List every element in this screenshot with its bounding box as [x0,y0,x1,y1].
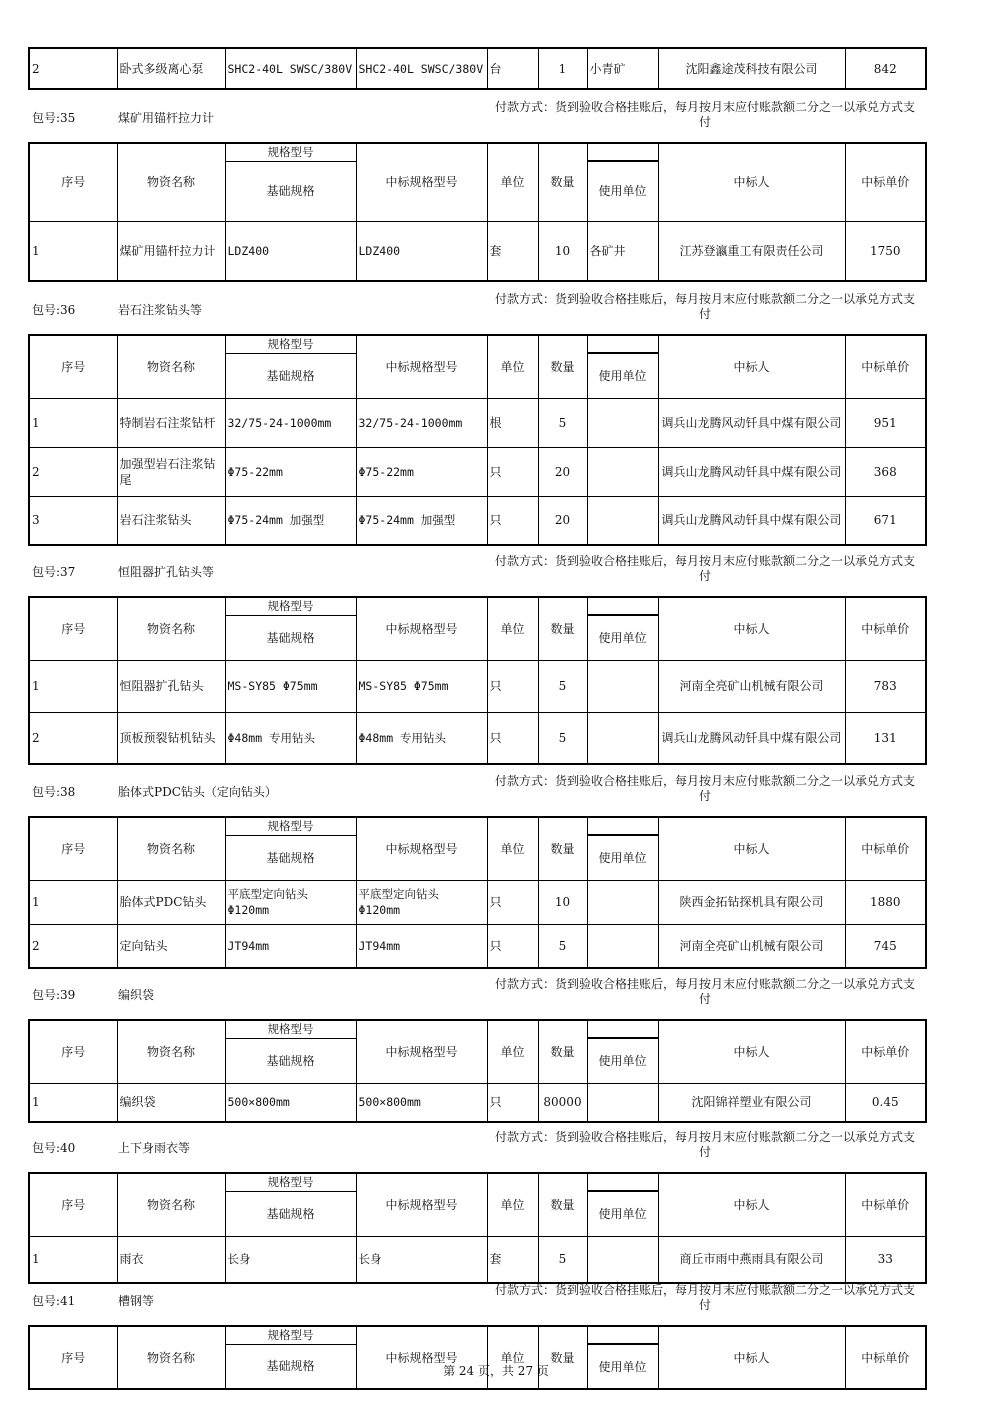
header-winner: 中标人 [658,1326,845,1389]
cell-base-spec: JT94mm [225,924,356,968]
header-row [29,597,926,615]
cell-bid-spec: Φ75-22mm [356,447,487,496]
header-user-unit: 使用单位 [587,353,658,398]
cell-user-unit [587,496,658,545]
header-spec-group: 规格型号 [225,597,356,615]
cell-winner: 调兵山龙腾风动钎具中煤有限公司 [658,447,845,496]
cell-price: 745 [845,924,926,968]
header-unit: 单位 [487,597,538,660]
header-bid-spec: 中标规格型号 [356,335,487,398]
cell-qty: 5 [538,712,587,764]
header-winner: 中标人 [658,597,845,660]
cell-winner: 调兵山龙腾风动钎具中煤有限公司 [658,712,845,764]
cell-seq: 1 [29,221,117,281]
cell-bid-spec: MS-SY85 Φ75mm [356,660,487,712]
header-user-unit: 使用单位 [587,1191,658,1236]
header-winner: 中标人 [658,1173,845,1236]
cell-qty: 1 [538,48,587,89]
cell-name: 卧式多级离心泵 [117,48,225,89]
cell-name: 岩石注浆钻头 [117,496,225,545]
cell-unit: 台 [487,48,538,89]
header-price: 中标单价 [845,817,926,880]
header-seq: 序号 [29,335,117,398]
cell-base-spec: Φ75-22mm [225,447,356,496]
cell-unit: 只 [487,880,538,924]
header-user-unit: 使用单位 [587,615,658,660]
cell-price: 131 [845,712,926,764]
header-price: 中标单价 [845,1326,926,1389]
table-row [29,496,926,545]
header-qty: 数量 [538,817,587,880]
header-qty: 数量 [538,1173,587,1236]
cell-seq: 1 [29,880,117,924]
header-row [29,1173,926,1191]
header-name: 物资名称 [117,1173,225,1236]
table-row [29,1083,926,1122]
cell-base-spec: Φ48mm 专用钻头 [225,712,356,764]
package-number: 包号:40 [32,1141,76,1155]
cell-seq: 2 [29,447,117,496]
header-row [29,335,926,353]
header-winner: 中标人 [658,143,845,221]
cell-base-spec: 500×800mm [225,1083,356,1122]
header-spec-group: 规格型号 [225,1020,356,1038]
cell-qty: 5 [538,924,587,968]
top-continuation-table [28,47,927,90]
header-name: 物资名称 [117,143,225,221]
header-price: 中标单价 [845,143,926,221]
cell-price: 0.45 [845,1083,926,1122]
package-name: 恒阻器扩孔钻头等 [118,565,215,579]
cell-bid-spec: 长身 [356,1236,487,1283]
payment-terms: 付款方式：货到验收合格挂账后，每月按月末应付账款额二分之一以承兑方式支付 [494,774,915,803]
cell-name: 煤矿用锚杆拉力计 [117,221,225,281]
package-number: 包号:38 [32,785,76,799]
package-name: 编织袋 [118,988,155,1002]
cell-user-unit [587,660,658,712]
header-unit: 单位 [487,1020,538,1083]
cell-unit: 套 [487,1236,538,1283]
header-seq: 序号 [29,597,117,660]
package-number: 包号:41 [32,1294,76,1308]
cell-price: 1880 [845,880,926,924]
header-spec-group: 规格型号 [225,335,356,353]
header-row [29,1326,926,1344]
cell-unit: 根 [487,398,538,447]
cell-qty: 10 [538,880,587,924]
header-base-spec: 基础规格 [225,161,356,221]
package-number: 包号:36 [32,303,76,317]
cell-price: 951 [845,398,926,447]
package-number: 包号:39 [32,988,76,1002]
package-name: 槽钢等 [118,1294,155,1308]
header-blank [587,597,658,615]
cell-qty: 5 [538,1236,587,1283]
package-table [28,1019,927,1123]
cell-base-spec: 32/75-24-1000mm [225,398,356,447]
cell-winner: 河南全亮矿山机械有限公司 [658,924,845,968]
header-name: 物资名称 [117,1326,225,1389]
header-blank [587,335,658,353]
header-spec-group: 规格型号 [225,817,356,835]
cell-winner: 商丘市雨中燕雨具有限公司 [658,1236,845,1283]
cell-winner: 调兵山龙腾风动钎具中煤有限公司 [658,496,845,545]
cell-bid-spec: JT94mm [356,924,487,968]
cell-winner: 沈阳锦祥塑业有限公司 [658,1083,845,1122]
header-name: 物资名称 [117,1020,225,1083]
header-bid-spec: 中标规格型号 [356,1326,487,1389]
header-name: 物资名称 [117,597,225,660]
cell-price: 783 [845,660,926,712]
table-row [29,880,926,924]
package-name: 上下身雨衣等 [118,1141,191,1155]
cell-winner: 河南全亮矿山机械有限公司 [658,660,845,712]
cell-qty: 5 [538,660,587,712]
table-row [29,660,926,712]
package-name: 岩石注浆钻头等 [118,303,203,317]
header-name: 物资名称 [117,817,225,880]
table-row [29,924,926,968]
cell-name: 恒阻器扩孔钻头 [117,660,225,712]
header-price: 中标单价 [845,1020,926,1083]
cell-winner: 江苏登瀛重工有限责任公司 [658,221,845,281]
header-seq: 序号 [29,1020,117,1083]
cell-seq: 2 [29,712,117,764]
cell-name: 顶板预裂钻机钻头 [117,712,225,764]
cell-unit: 只 [487,660,538,712]
header-spec-group: 规格型号 [225,1326,356,1344]
header-unit: 单位 [487,335,538,398]
header-blank [587,1326,658,1344]
cell-winner: 沈阳鑫途茂科技有限公司 [658,48,845,89]
payment-terms: 付款方式：货到验收合格挂账后，每月按月末应付账款额二分之一以承兑方式支付 [494,977,915,1006]
table-row [29,398,926,447]
table-row [29,1236,926,1283]
cell-base-spec: 平底型定向钻头 Φ120mm [225,880,356,924]
payment-terms: 付款方式：货到验收合格挂账后，每月按月末应付账款额二分之一以承兑方式支付 [494,292,915,321]
cell-seq: 2 [29,48,117,89]
payment-terms: 付款方式：货到验收合格挂账后，每月按月末应付账款额二分之一以承兑方式支付 [494,1130,915,1159]
cell-name: 雨衣 [117,1236,225,1283]
package-table [28,816,927,969]
header-row [29,1020,926,1038]
header-blank [587,1020,658,1038]
header-user-unit: 使用单位 [587,1038,658,1083]
package-table [28,596,927,765]
header-name: 物资名称 [117,335,225,398]
package-table [28,1172,927,1284]
header-user-unit: 使用单位 [587,1344,658,1389]
cell-name: 特制岩石注浆钻杆 [117,398,225,447]
cell-user-unit [587,924,658,968]
cell-user-unit [587,712,658,764]
header-bid-spec: 中标规格型号 [356,1173,487,1236]
cell-name: 编织袋 [117,1083,225,1122]
header-price: 中标单价 [845,597,926,660]
table-row [29,48,926,89]
page-footer: 第 24 页，共 27 页 [443,1364,549,1378]
header-bid-spec: 中标规格型号 [356,143,487,221]
cell-unit: 只 [487,924,538,968]
package-table [28,1325,927,1390]
header-qty: 数量 [538,143,587,221]
cell-base-spec: 长身 [225,1236,356,1283]
cell-seq: 1 [29,398,117,447]
header-user-unit: 使用单位 [587,835,658,880]
cell-seq: 1 [29,1083,117,1122]
cell-unit: 只 [487,496,538,545]
cell-bid-spec: Φ48mm 专用钻头 [356,712,487,764]
header-blank [587,1173,658,1191]
header-base-spec: 基础规格 [225,1344,356,1389]
cell-bid-spec: 平底型定向钻头 Φ120mm [356,880,487,924]
package-table [28,334,927,546]
header-unit: 单位 [487,1326,538,1389]
cell-qty: 80000 [538,1083,587,1122]
cell-winner: 陕西金拓钻探机具有限公司 [658,880,845,924]
cell-winner: 调兵山龙腾风动钎具中煤有限公司 [658,398,845,447]
cell-user-unit: 小青矿 [587,48,658,89]
header-price: 中标单价 [845,335,926,398]
header-qty: 数量 [538,597,587,660]
cell-user-unit [587,1236,658,1283]
header-bid-spec: 中标规格型号 [356,817,487,880]
header-bid-spec: 中标规格型号 [356,597,487,660]
header-unit: 单位 [487,1173,538,1236]
header-spec-group: 规格型号 [225,143,356,161]
header-qty: 数量 [538,1020,587,1083]
header-base-spec: 基础规格 [225,1038,356,1083]
cell-user-unit [587,880,658,924]
cell-unit: 只 [487,1083,538,1122]
header-blank [587,143,658,161]
cell-price: 1750 [845,221,926,281]
package-table [28,142,927,282]
cell-base-spec: SHC2-40L SWSC/380V [225,48,356,89]
cell-unit: 套 [487,221,538,281]
header-bid-spec: 中标规格型号 [356,1020,487,1083]
header-blank [587,817,658,835]
cell-price: 842 [845,48,926,89]
package-name: 煤矿用锚杆拉力计 [118,111,215,125]
cell-seq: 1 [29,1236,117,1283]
header-base-spec: 基础规格 [225,1191,356,1236]
cell-unit: 只 [487,712,538,764]
cell-bid-spec: SHC2-40L SWSC/380V [356,48,487,89]
cell-user-unit: 各矿井 [587,221,658,281]
payment-terms: 付款方式：货到验收合格挂账后，每月按月末应付账款额二分之一以承兑方式支付 [494,554,915,583]
header-unit: 单位 [487,143,538,221]
package-number: 包号:35 [32,111,76,125]
cell-seq: 2 [29,924,117,968]
header-unit: 单位 [487,817,538,880]
header-seq: 序号 [29,1173,117,1236]
package-name: 胎体式PDC钻头（定向钻头） [118,785,277,799]
header-qty: 数量 [538,335,587,398]
cell-name: 胎体式PDC钻头 [117,880,225,924]
header-qty: 数量 [538,1326,587,1389]
cell-price: 33 [845,1236,926,1283]
cell-user-unit [587,1083,658,1122]
header-base-spec: 基础规格 [225,835,356,880]
cell-base-spec: MS-SY85 Φ75mm [225,660,356,712]
cell-qty: 5 [538,398,587,447]
cell-bid-spec: 32/75-24-1000mm [356,398,487,447]
header-base-spec: 基础规格 [225,353,356,398]
cell-base-spec: LDZ400 [225,221,356,281]
payment-terms: 付款方式：货到验收合格挂账后，每月按月末应付账款额二分之一以承兑方式支付 [494,100,915,129]
header-base-spec: 基础规格 [225,615,356,660]
header-spec-group: 规格型号 [225,1173,356,1191]
cell-base-spec: Φ75-24mm 加强型 [225,496,356,545]
header-winner: 中标人 [658,817,845,880]
table-row [29,712,926,764]
table-row [29,221,926,281]
cell-user-unit [587,398,658,447]
cell-bid-spec: Φ75-24mm 加强型 [356,496,487,545]
table-row [29,447,926,496]
header-seq: 序号 [29,817,117,880]
cell-qty: 20 [538,447,587,496]
header-winner: 中标人 [658,335,845,398]
header-winner: 中标人 [658,1020,845,1083]
header-row [29,143,926,161]
cell-name: 定向钻头 [117,924,225,968]
header-seq: 序号 [29,143,117,221]
cell-bid-spec: 500×800mm [356,1083,487,1122]
cell-name: 加强型岩石注浆钻尾 [117,447,225,496]
cell-user-unit [587,447,658,496]
cell-seq: 3 [29,496,117,545]
cell-qty: 10 [538,221,587,281]
cell-seq: 1 [29,660,117,712]
cell-price: 671 [845,496,926,545]
header-user-unit: 使用单位 [587,161,658,221]
header-seq: 序号 [29,1326,117,1389]
payment-terms: 付款方式：货到验收合格挂账后，每月按月末应付账款额二分之一以承兑方式支付 [494,1283,915,1312]
cell-bid-spec: LDZ400 [356,221,487,281]
cell-unit: 只 [487,447,538,496]
header-row [29,817,926,835]
package-number: 包号:37 [32,565,76,579]
cell-qty: 20 [538,496,587,545]
cell-price: 368 [845,447,926,496]
header-price: 中标单价 [845,1173,926,1236]
